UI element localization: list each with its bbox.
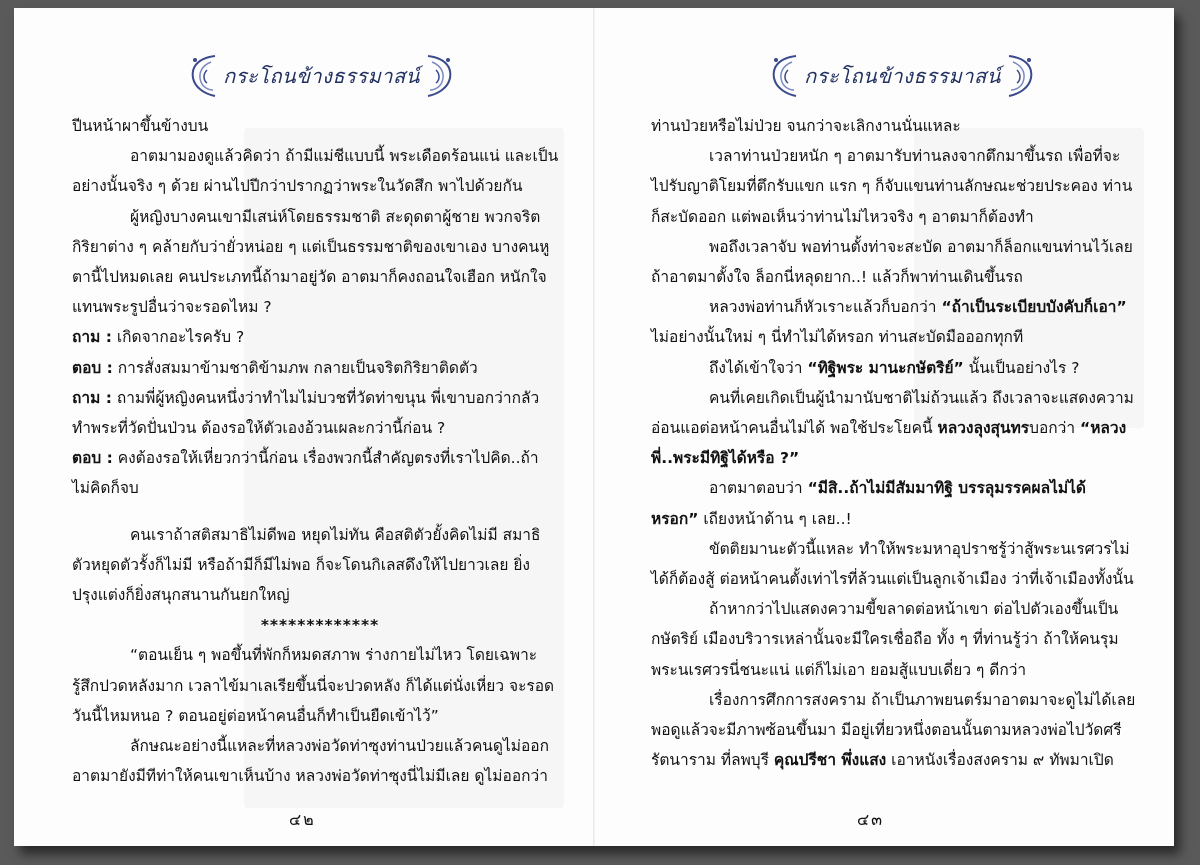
text-run: อาตมาตอบว่า bbox=[709, 479, 808, 498]
bold-text-run: “มีสิ..ถ้าไม่มีสัมมาทิฐิ บรรลุมรรคผลไม่ได้ bbox=[807, 479, 1086, 498]
text-run: อาตมามองดูแล้วคิดว่า ถ้ามีแม่ชีแบบนี้ พระเดือดร้อนแน่ และเป็น bbox=[130, 147, 559, 166]
text-run: เอาหนังเรื่องสงคราม ๙ ทัพมาเปิด bbox=[886, 751, 1114, 770]
text-line bbox=[72, 171, 568, 201]
text-line bbox=[72, 202, 568, 232]
text-run: ท่านป่วยหรือไม่ป่วย จนกว่าจะเลิกงานนั่นแหละ bbox=[651, 117, 961, 135]
left-page-body bbox=[72, 111, 568, 791]
text-line bbox=[72, 413, 568, 443]
bold-text-run: “ทิฐิพระ มานะกษัตริย์” bbox=[807, 358, 964, 377]
text-line bbox=[72, 580, 568, 610]
text-run: ปรุงแต่งก็ยิ่งสนุกสนานกันยกใหญ่ bbox=[72, 586, 290, 605]
text-line bbox=[651, 504, 1154, 534]
text-run: วันนี้ไหมหนอ ? ตอนอยู่ต่อหน้าคนอื่นก็ทำเป็นยืดเข้าไว้” bbox=[72, 706, 439, 725]
left-page bbox=[14, 8, 594, 846]
left-page-header bbox=[204, 50, 439, 102]
text-run: ตัวหยุดตัวรั้งก็ไม่มี หรือถ้ามีก็มีไม่พอ ก็จะโดนกิเลสดึงให้ไปยาวเลย ยิ่ง bbox=[72, 555, 530, 574]
text-run: ทำพระที่วัดปั่นป่วน ต้องรอให้ตัวเองอ้วนเผละกว่านี้ก่อน ? bbox=[72, 419, 446, 438]
text-run: ลักษณะอย่างนี้แหละที่หลวงพ่อวัดท่าซุงท่านป่วยแล้วคนดูไม่ออก bbox=[130, 737, 549, 756]
right-page-header bbox=[785, 50, 1020, 102]
text-line bbox=[72, 671, 568, 701]
text-run: ขัตติยมานะตัวนี้แหละ ทำให้พระมหาอุปราชรู้ว่าสู้พระนเรศวรไม่ bbox=[709, 539, 1130, 558]
text-run: กษัตริย์ เมืองบริวารเหล่านั้นจะมีใครเชื่อถือ ทั้ง ๆ ที่ท่านรู้ว่า ถ้าให้คนรุม bbox=[651, 630, 1119, 649]
text-run: พระนเรศวรนี่ชนะแน่ แต่ก็ไม่เอา ยอมสู้แบบเดี่ยว ๆ ดีกว่า bbox=[651, 660, 1027, 679]
book-title-header: กระโถนข้างธรรมาสน์ bbox=[223, 64, 420, 88]
bold-text-run: คุณปรีชา พึ่งแสง bbox=[773, 751, 887, 770]
text-line bbox=[651, 715, 1154, 745]
text-run: รู้สึกปวดหลังมาก เวลาไข้มาเลเรียขึ้นนี่จะปวดหลัง ก็ได้แต่นั่งเหี่ยว จะรอด bbox=[72, 676, 555, 695]
text-run: พอถึงเวลาจับ พอท่านตั้งท่าจะสะบัด อาตมาก็ล็อกแขนท่านไว้เลย bbox=[709, 237, 1133, 256]
text-line bbox=[72, 443, 568, 473]
bold-text-run: หรอก” bbox=[651, 509, 699, 528]
text-line bbox=[651, 745, 1154, 775]
text-run: ก็สะบัดออก แต่พอเห็นว่าท่านไม่ไหวจริง ๆ อาตมาก็ต้องทำ bbox=[651, 207, 1034, 226]
text-run: ถ้าหากว่าไปแสดงความขี้ขลาดต่อหน้าเขา ต่อไปตัวเองขึ้นเป็น bbox=[709, 600, 1119, 619]
text-run: ไม่คิดก็จบ bbox=[72, 479, 139, 498]
text-run: อย่างนั้นจริง ๆ ด้วย ผ่านไปปีกว่าปรากฏว่าพระในวัดสึก พาไปด้วยกัน bbox=[72, 177, 523, 196]
text-line bbox=[651, 262, 1154, 292]
bold-text-run: หลวงลุงสุนทร bbox=[937, 419, 1030, 438]
text-run: บอกว่า bbox=[1029, 419, 1081, 438]
text-line bbox=[651, 171, 1154, 201]
bold-text-run: “ถ้าเป็นระเบียบบังคับก็เอา” bbox=[941, 298, 1127, 317]
bold-text-run: “หลวง bbox=[1080, 419, 1127, 438]
text-line bbox=[72, 111, 568, 141]
right-page bbox=[595, 8, 1174, 846]
text-run: เวลาท่านป่วยหนัก ๆ อาตมารับท่านลงจากตึกมาขึ้นรถ เพื่อที่จะ bbox=[709, 147, 1121, 166]
section-separator bbox=[72, 610, 568, 640]
text-run: ไปรับญาติโยมที่ตึกรับแขก แรก ๆ ก็จับแขนท่านลักษณะช่วยประคอง ท่าน bbox=[651, 177, 1133, 196]
text-run: นั้นเป็นอย่างไร ? bbox=[963, 358, 1080, 377]
text-line bbox=[651, 292, 1154, 322]
text-run: เรื่องการศึกการสงคราม ถ้าเป็นภาพยนตร์มาอาตมาจะดูไม่ได้เลย bbox=[709, 690, 1136, 709]
thai-ornament-right-icon bbox=[424, 52, 458, 100]
book-spread bbox=[14, 8, 1174, 846]
text-line bbox=[72, 701, 568, 731]
text-line bbox=[72, 353, 568, 383]
text-run: อ่อนแอต่อหน้าคนอื่นไม่ได้ พอใช้ประโยคนี้ bbox=[651, 419, 938, 438]
text-line bbox=[72, 520, 568, 550]
text-run: ตานี้ไปหมดเลย คนประเภทนี้ถ้ามาอยู่วัด อาตมาก็คงถอนใจเฮือก หนักใจ bbox=[72, 268, 547, 287]
text-line bbox=[72, 141, 568, 171]
text-line bbox=[72, 761, 568, 791]
text-run: คนเราถ้าสติสมาธิไม่ดีพอ หยุดไม่ทัน คือสติตัวยั้งคิดไม่มี สมาธิ bbox=[130, 525, 541, 544]
book-title-header: กระโถนข้างธรรมาสน์ bbox=[804, 64, 1001, 88]
text-run: ************* bbox=[260, 616, 380, 635]
text-run: คงต้องรอให้เหี่ยวกว่านี้ก่อน เรื่องพวกนี้สำคัญตรงที่เราไปคิด..ถ้า bbox=[112, 449, 539, 468]
text-line bbox=[72, 731, 568, 761]
text-line bbox=[651, 655, 1154, 685]
text-line bbox=[651, 413, 1154, 443]
bold-text-run: ตอบ : bbox=[72, 449, 113, 468]
text-run: ถามพี่ผู้หญิงคนหนึ่งว่าทำไมไม่บวชที่วัดท่าขนุน พี่เขาบอกว่ากลัว bbox=[111, 388, 540, 407]
text-line bbox=[651, 111, 1154, 141]
text-line bbox=[72, 262, 568, 292]
text-line bbox=[651, 353, 1154, 383]
thai-ornament-left-icon bbox=[766, 52, 800, 100]
text-line bbox=[72, 473, 568, 503]
text-line bbox=[72, 322, 568, 352]
text-line bbox=[651, 534, 1154, 564]
text-run: ถ้าอาตมาตั้งใจ ล็อกนี่หลุดยาก..! แล้วก็พาท่านเดินขึ้นรถ bbox=[651, 268, 1023, 287]
text-run: กิริยาต่าง ๆ คล้ายกับว่ายั่วหน่อย ๆ แต่เป็นธรรมชาติของเขาเอง บางคนหู bbox=[72, 237, 550, 256]
text-run: พอดูแล้วจะมีภาพซ้อนขึ้นมา มีอยู่เที่ยวหนึ่งตอนนั้นตามหลวงพ่อไปวัดศรี bbox=[651, 721, 1122, 740]
text-line bbox=[72, 232, 568, 262]
right-page-body bbox=[651, 111, 1154, 775]
text-line bbox=[72, 550, 568, 580]
text-run: ปีนหน้าผาขึ้นข้างบน bbox=[72, 117, 209, 135]
text-run: ไม่อย่างนั้นใหม่ ๆ นี่ทำไม่ได้หรอก ท่านสะบัดมือออกทุกที bbox=[651, 328, 1024, 347]
thai-ornament-right-icon bbox=[1005, 52, 1039, 100]
text-run: คนที่เคยเกิดเป็นผู้นำมานับชาติไม่ถ้วนแล้ว ถึงเวลาจะแสดงความ bbox=[709, 388, 1134, 407]
text-line bbox=[651, 443, 1154, 473]
thai-ornament-left-icon bbox=[185, 52, 219, 100]
text-run: ได้ก็ต้องสู้ ต่อหน้าคนตั้งเท่าไรที่ล้วนแต่เป็นลูกเจ้าเมือง ว่าที่เจ้าเมืองทั้งนั้น bbox=[651, 570, 1134, 589]
text-line bbox=[651, 685, 1154, 715]
text-line bbox=[651, 564, 1154, 594]
text-line bbox=[651, 473, 1154, 503]
text-line bbox=[651, 232, 1154, 262]
text-line bbox=[651, 624, 1154, 654]
text-run: การสั่งสมมาข้ามชาติข้ามภพ กลายเป็นจริตกิริยาติดตัว bbox=[112, 358, 478, 377]
text-line bbox=[72, 292, 568, 322]
text-run: แทนพระรูปอื่นว่าจะรอดไหม ? bbox=[72, 298, 272, 317]
text-run: หลวงพ่อท่านก็หัวเราะแล้วก็บอกว่า bbox=[709, 298, 942, 317]
text-run: รัตนาราม ที่ลพบุรี bbox=[651, 751, 774, 770]
text-line bbox=[72, 383, 568, 413]
bold-text-run: ตอบ : bbox=[72, 358, 113, 377]
text-run: เกิดจากอะไรครับ ? bbox=[111, 328, 245, 347]
text-run: “ตอนเย็น ๆ พอขึ้นที่พักก็หมดสภาพ ร่างกายไม่ไหว โดยเฉพาะ bbox=[130, 646, 538, 665]
text-run: อาตมายังมีทีท่าให้คนเขาเห็นบ้าง หลวงพ่อวัดท่าซุงนี่ไม่มีเลย ดูไม่ออกว่า bbox=[72, 767, 548, 786]
left-page-number: ๔๒ bbox=[289, 810, 316, 829]
text-line bbox=[651, 383, 1154, 413]
bold-text-run: ถาม : bbox=[72, 388, 112, 407]
right-page-number: ๔๓ bbox=[857, 810, 885, 829]
bold-text-run: พี่..พระมีทิฐิได้หรือ ?” bbox=[651, 449, 800, 468]
text-line bbox=[651, 202, 1154, 232]
text-run: เถียงหน้าด้าน ๆ เลย..! bbox=[698, 509, 852, 528]
text-line bbox=[651, 322, 1154, 352]
text-line bbox=[651, 141, 1154, 171]
bold-text-run: ถาม : bbox=[72, 328, 112, 347]
text-line bbox=[72, 640, 568, 670]
text-run: ผู้หญิงบางคนเขามีเสน่ห์โดยธรรมชาติ สะดุดตาผู้ชาย พวกจริต bbox=[130, 207, 541, 226]
text-run: ถึงได้เข้าใจว่า bbox=[709, 358, 808, 377]
text-line bbox=[651, 594, 1154, 624]
